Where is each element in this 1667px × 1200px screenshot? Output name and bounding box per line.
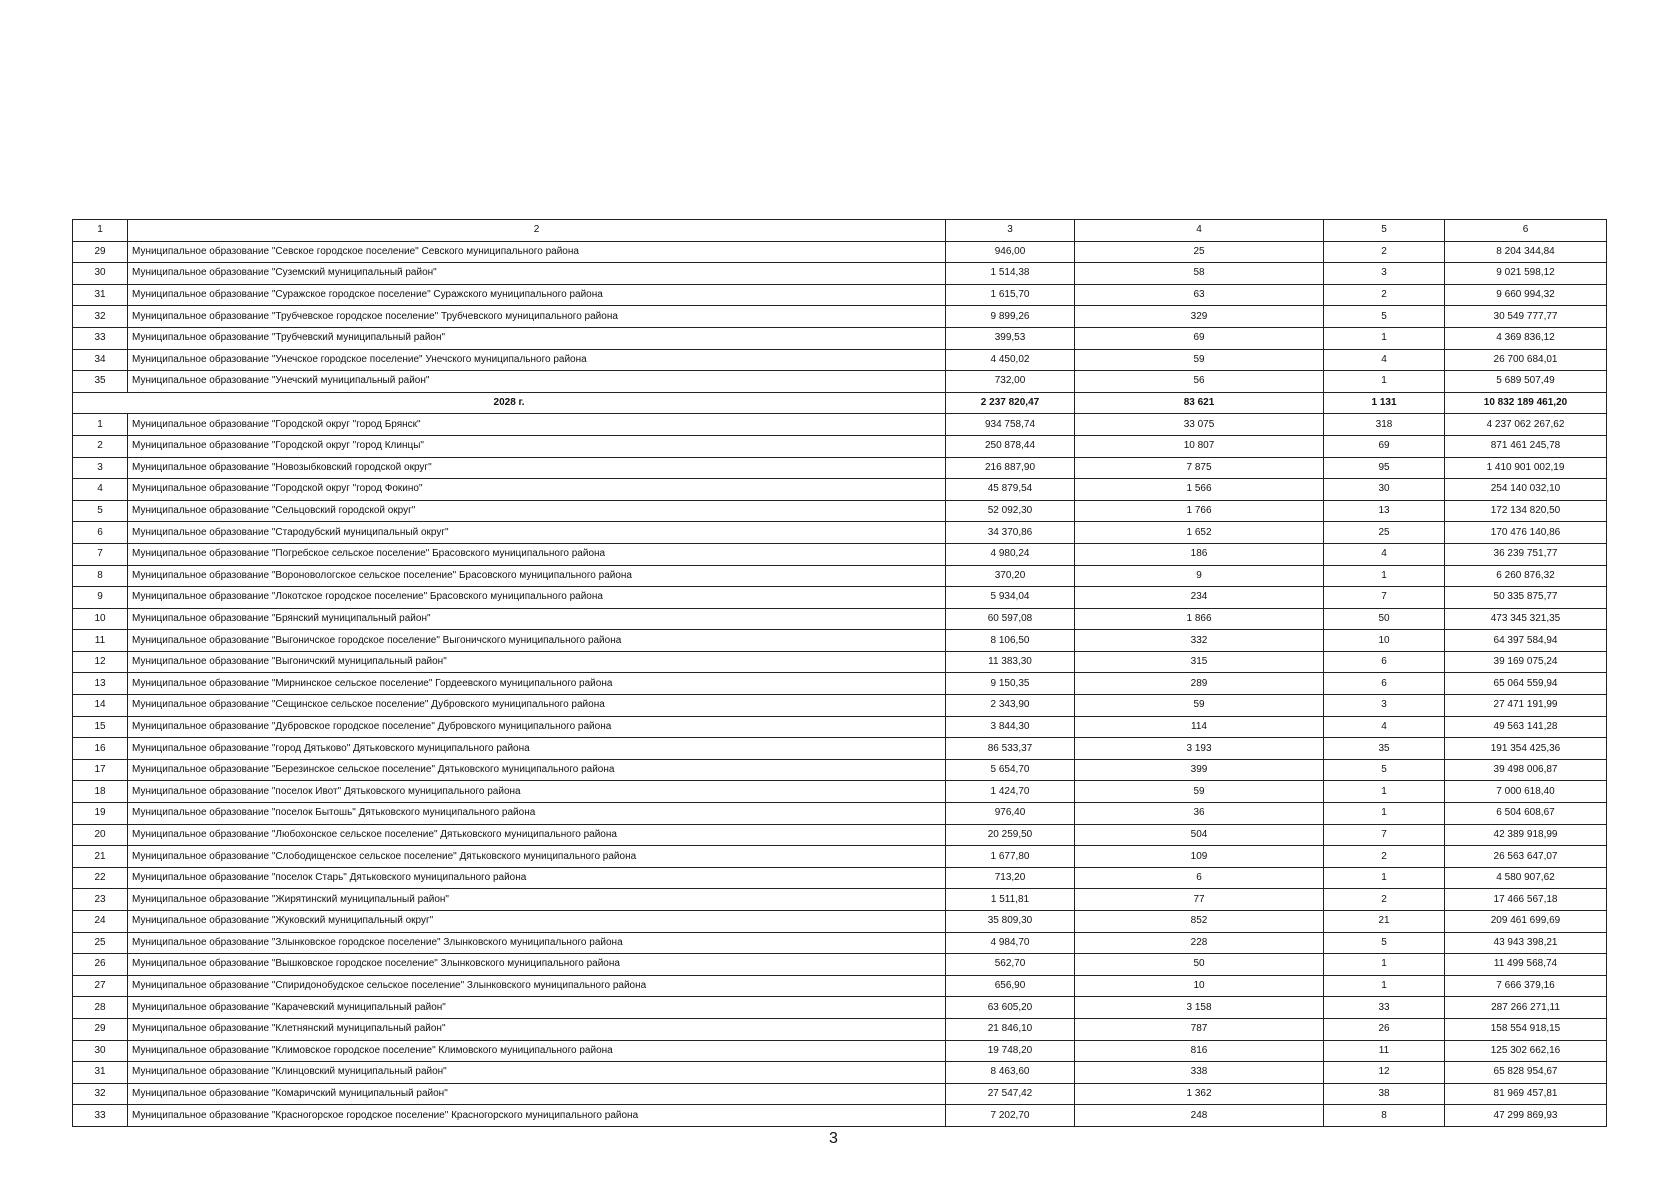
table-row bbox=[73, 695, 1607, 717]
table-row bbox=[73, 651, 1607, 673]
value-col-4-cell: 63 bbox=[1075, 284, 1324, 306]
table-row bbox=[73, 522, 1607, 544]
value-col-4-cell: 1 566 bbox=[1075, 479, 1324, 501]
table-row bbox=[73, 1105, 1607, 1127]
row-number-cell: 31 bbox=[73, 1062, 128, 1084]
value-col-5-cell: 21 bbox=[1324, 911, 1445, 933]
table-body bbox=[73, 220, 1607, 1127]
row-number-cell: 30 bbox=[73, 1040, 128, 1062]
year-label-cell: 2028 г. bbox=[73, 392, 946, 414]
header-col-2: 2 bbox=[128, 220, 946, 242]
row-number-cell: 9 bbox=[73, 587, 128, 609]
table-row bbox=[73, 673, 1607, 695]
value-col-6-cell: 170 476 140,86 bbox=[1445, 522, 1607, 544]
value-col-5-cell: 1 bbox=[1324, 954, 1445, 976]
table-row bbox=[73, 543, 1607, 565]
value-col-6-cell: 209 461 699,69 bbox=[1445, 911, 1607, 933]
value-col-5-cell: 1 bbox=[1324, 803, 1445, 825]
value-col-4-cell: 338 bbox=[1075, 1062, 1324, 1084]
value-col-3-cell: 86 533,37 bbox=[946, 738, 1075, 760]
value-col-4-cell: 7 875 bbox=[1075, 457, 1324, 479]
header-col-6: 6 bbox=[1445, 220, 1607, 242]
value-col-3-cell: 656,90 bbox=[946, 975, 1075, 997]
value-col-6-cell: 11 499 568,74 bbox=[1445, 954, 1607, 976]
value-col-3-cell: 20 259,50 bbox=[946, 824, 1075, 846]
table-row bbox=[73, 306, 1607, 328]
value-col-5-cell: 1 bbox=[1324, 565, 1445, 587]
value-col-4-cell: 114 bbox=[1075, 716, 1324, 738]
row-number-cell: 25 bbox=[73, 932, 128, 954]
value-col-4-cell: 399 bbox=[1075, 759, 1324, 781]
value-col-4-cell: 56 bbox=[1075, 371, 1324, 393]
value-col-6-cell: 8 204 344,84 bbox=[1445, 241, 1607, 263]
row-number-cell: 17 bbox=[73, 759, 128, 781]
row-number-cell: 26 bbox=[73, 954, 128, 976]
value-col-5-cell: 1 bbox=[1324, 867, 1445, 889]
value-col-5-cell: 4 bbox=[1324, 349, 1445, 371]
total-c5-cell: 1 131 bbox=[1324, 392, 1445, 414]
table-row bbox=[73, 975, 1607, 997]
value-col-4-cell: 59 bbox=[1075, 695, 1324, 717]
value-col-5-cell: 69 bbox=[1324, 435, 1445, 457]
row-number-cell: 10 bbox=[73, 608, 128, 630]
value-col-4-cell: 329 bbox=[1075, 306, 1324, 328]
value-col-3-cell: 399,53 bbox=[946, 327, 1075, 349]
value-col-3-cell: 21 846,10 bbox=[946, 1018, 1075, 1040]
value-col-3-cell: 45 879,54 bbox=[946, 479, 1075, 501]
value-col-5-cell: 4 bbox=[1324, 716, 1445, 738]
value-col-5-cell: 6 bbox=[1324, 651, 1445, 673]
value-col-3-cell: 60 597,08 bbox=[946, 608, 1075, 630]
table-row bbox=[73, 716, 1607, 738]
value-col-4-cell: 852 bbox=[1075, 911, 1324, 933]
municipality-name-cell: Муниципальное образование "Севское городское поселение" Севского муниципального района bbox=[128, 241, 946, 263]
value-col-6-cell: 39 169 075,24 bbox=[1445, 651, 1607, 673]
value-col-6-cell: 17 466 567,18 bbox=[1445, 889, 1607, 911]
value-col-5-cell: 26 bbox=[1324, 1018, 1445, 1040]
row-number-cell: 16 bbox=[73, 738, 128, 760]
value-col-3-cell: 934 758,74 bbox=[946, 414, 1075, 436]
value-col-6-cell: 49 563 141,28 bbox=[1445, 716, 1607, 738]
value-col-6-cell: 4 580 907,62 bbox=[1445, 867, 1607, 889]
municipality-name-cell: Муниципальное образование "Красногорское городское поселение" Красногорского муниципального района bbox=[128, 1105, 946, 1127]
value-col-4-cell: 69 bbox=[1075, 327, 1324, 349]
table-row bbox=[73, 479, 1607, 501]
table-row bbox=[73, 759, 1607, 781]
value-col-4-cell: 816 bbox=[1075, 1040, 1324, 1062]
value-col-6-cell: 7 000 618,40 bbox=[1445, 781, 1607, 803]
table-row bbox=[73, 349, 1607, 371]
row-number-cell: 30 bbox=[73, 263, 128, 285]
value-col-6-cell: 9 660 994,32 bbox=[1445, 284, 1607, 306]
table-row bbox=[73, 781, 1607, 803]
row-number-cell: 28 bbox=[73, 997, 128, 1019]
municipality-name-cell: Муниципальное образование "Жирятинский муниципальный район" bbox=[128, 889, 946, 911]
municipality-name-cell: Муниципальное образование "поселок Бытошь" Дятьковского муниципального района bbox=[128, 803, 946, 825]
table-row bbox=[73, 457, 1607, 479]
table-row bbox=[73, 824, 1607, 846]
value-col-3-cell: 562,70 bbox=[946, 954, 1075, 976]
value-col-5-cell: 10 bbox=[1324, 630, 1445, 652]
value-col-5-cell: 35 bbox=[1324, 738, 1445, 760]
value-col-5-cell: 7 bbox=[1324, 824, 1445, 846]
table-row bbox=[73, 414, 1607, 436]
value-col-3-cell: 250 878,44 bbox=[946, 435, 1075, 457]
table-row bbox=[73, 867, 1607, 889]
municipality-name-cell: Муниципальное образование "Унечский муниципальный район" bbox=[128, 371, 946, 393]
table-row bbox=[73, 263, 1607, 285]
value-col-3-cell: 63 605,20 bbox=[946, 997, 1075, 1019]
value-col-6-cell: 6 504 608,67 bbox=[1445, 803, 1607, 825]
row-number-cell: 19 bbox=[73, 803, 128, 825]
row-number-cell: 7 bbox=[73, 543, 128, 565]
value-col-5-cell: 2 bbox=[1324, 284, 1445, 306]
value-col-5-cell: 1 bbox=[1324, 371, 1445, 393]
value-col-4-cell: 1 766 bbox=[1075, 500, 1324, 522]
value-col-3-cell: 732,00 bbox=[946, 371, 1075, 393]
value-col-4-cell: 25 bbox=[1075, 241, 1324, 263]
value-col-3-cell: 1 424,70 bbox=[946, 781, 1075, 803]
value-col-6-cell: 7 666 379,16 bbox=[1445, 975, 1607, 997]
table-row bbox=[73, 889, 1607, 911]
municipality-name-cell: Муниципальное образование "Березинское сельское поселение" Дятьковского муниципального района bbox=[128, 759, 946, 781]
value-col-5-cell: 7 bbox=[1324, 587, 1445, 609]
total-c3-cell: 2 237 820,47 bbox=[946, 392, 1075, 414]
row-number-cell: 29 bbox=[73, 1018, 128, 1040]
value-col-6-cell: 47 299 869,93 bbox=[1445, 1105, 1607, 1127]
table-row bbox=[73, 738, 1607, 760]
table-row bbox=[73, 587, 1607, 609]
municipality-name-cell: Муниципальное образование "Суземский муниципальный район" bbox=[128, 263, 946, 285]
value-col-6-cell: 39 498 006,87 bbox=[1445, 759, 1607, 781]
value-col-6-cell: 4 237 062 267,62 bbox=[1445, 414, 1607, 436]
row-number-cell: 20 bbox=[73, 824, 128, 846]
value-col-5-cell: 11 bbox=[1324, 1040, 1445, 1062]
value-col-4-cell: 3 193 bbox=[1075, 738, 1324, 760]
table-row bbox=[73, 997, 1607, 1019]
value-col-4-cell: 59 bbox=[1075, 349, 1324, 371]
value-col-3-cell: 976,40 bbox=[946, 803, 1075, 825]
header-col-4: 4 bbox=[1075, 220, 1324, 242]
municipality-name-cell: Муниципальное образование "Стародубский муниципальный округ" bbox=[128, 522, 946, 544]
value-col-3-cell: 5 934,04 bbox=[946, 587, 1075, 609]
value-col-3-cell: 52 092,30 bbox=[946, 500, 1075, 522]
municipality-name-cell: Муниципальное образование "город Дятьково" Дятьковского муниципального района bbox=[128, 738, 946, 760]
value-col-4-cell: 6 bbox=[1075, 867, 1324, 889]
value-col-3-cell: 216 887,90 bbox=[946, 457, 1075, 479]
value-col-4-cell: 3 158 bbox=[1075, 997, 1324, 1019]
row-number-cell: 31 bbox=[73, 284, 128, 306]
value-col-6-cell: 4 369 836,12 bbox=[1445, 327, 1607, 349]
value-col-6-cell: 43 943 398,21 bbox=[1445, 932, 1607, 954]
value-col-4-cell: 1 866 bbox=[1075, 608, 1324, 630]
municipality-name-cell: Муниципальное образование "Комаричский муниципальный район" bbox=[128, 1083, 946, 1105]
table-row bbox=[73, 954, 1607, 976]
value-col-3-cell: 1 514,38 bbox=[946, 263, 1075, 285]
row-number-cell: 6 bbox=[73, 522, 128, 544]
table-row bbox=[73, 500, 1607, 522]
value-col-4-cell: 59 bbox=[1075, 781, 1324, 803]
value-col-6-cell: 26 563 647,07 bbox=[1445, 846, 1607, 868]
value-col-6-cell: 81 969 457,81 bbox=[1445, 1083, 1607, 1105]
value-col-5-cell: 5 bbox=[1324, 932, 1445, 954]
municipality-name-cell: Муниципальное образование "Злынковское городское поселение" Злынковского муниципального района bbox=[128, 932, 946, 954]
value-col-5-cell: 30 bbox=[1324, 479, 1445, 501]
table-row bbox=[73, 565, 1607, 587]
value-col-4-cell: 58 bbox=[1075, 263, 1324, 285]
value-col-6-cell: 158 554 918,15 bbox=[1445, 1018, 1607, 1040]
municipality-name-cell: Муниципальное образование "поселок Старь" Дятьковского муниципального района bbox=[128, 867, 946, 889]
value-col-3-cell: 8 106,50 bbox=[946, 630, 1075, 652]
row-number-cell: 14 bbox=[73, 695, 128, 717]
value-col-3-cell: 5 654,70 bbox=[946, 759, 1075, 781]
row-number-cell: 22 bbox=[73, 867, 128, 889]
value-col-6-cell: 27 471 191,99 bbox=[1445, 695, 1607, 717]
header-col-5: 5 bbox=[1324, 220, 1445, 242]
value-col-5-cell: 2 bbox=[1324, 241, 1445, 263]
municipality-name-cell: Муниципальное образование "Спиридонобудское сельское поселение" Злынковского муниципального района bbox=[128, 975, 946, 997]
value-col-4-cell: 77 bbox=[1075, 889, 1324, 911]
municipality-name-cell: Муниципальное образование "Сельцовский городской округ" bbox=[128, 500, 946, 522]
value-col-4-cell: 10 807 bbox=[1075, 435, 1324, 457]
value-col-4-cell: 234 bbox=[1075, 587, 1324, 609]
table-row bbox=[73, 284, 1607, 306]
value-col-6-cell: 30 549 777,77 bbox=[1445, 306, 1607, 328]
value-col-3-cell: 19 748,20 bbox=[946, 1040, 1075, 1062]
row-number-cell: 12 bbox=[73, 651, 128, 673]
municipality-name-cell: Муниципальное образование "Городской округ "город Клинцы" bbox=[128, 435, 946, 457]
table-row bbox=[73, 1040, 1607, 1062]
value-col-6-cell: 9 021 598,12 bbox=[1445, 263, 1607, 285]
value-col-4-cell: 1 362 bbox=[1075, 1083, 1324, 1105]
value-col-4-cell: 109 bbox=[1075, 846, 1324, 868]
row-number-cell: 2 bbox=[73, 435, 128, 457]
value-col-3-cell: 3 844,30 bbox=[946, 716, 1075, 738]
value-col-5-cell: 5 bbox=[1324, 759, 1445, 781]
value-col-5-cell: 2 bbox=[1324, 846, 1445, 868]
header-col-3: 3 bbox=[946, 220, 1075, 242]
value-col-3-cell: 370,20 bbox=[946, 565, 1075, 587]
value-col-3-cell: 34 370,86 bbox=[946, 522, 1075, 544]
value-col-6-cell: 473 345 321,35 bbox=[1445, 608, 1607, 630]
value-col-6-cell: 1 410 901 002,19 bbox=[1445, 457, 1607, 479]
row-number-cell: 35 bbox=[73, 371, 128, 393]
municipality-name-cell: Муниципальное образование "Сещинское сельское поселение" Дубровского муниципального района bbox=[128, 695, 946, 717]
municipality-name-cell: Муниципальное образование "Любохонское сельское поселение" Дятьковского муниципального района bbox=[128, 824, 946, 846]
value-col-6-cell: 254 140 032,10 bbox=[1445, 479, 1607, 501]
value-col-6-cell: 871 461 245,78 bbox=[1445, 435, 1607, 457]
municipality-name-cell: Муниципальное образование "Унечское городское поселение" Унечского муниципального района bbox=[128, 349, 946, 371]
value-col-3-cell: 946,00 bbox=[946, 241, 1075, 263]
municipality-name-cell: Муниципальное образование "Суражское городское поселение" Суражского муниципального района bbox=[128, 284, 946, 306]
value-col-3-cell: 1 511,81 bbox=[946, 889, 1075, 911]
value-col-4-cell: 315 bbox=[1075, 651, 1324, 673]
table-row bbox=[73, 911, 1607, 933]
row-number-cell: 21 bbox=[73, 846, 128, 868]
value-col-6-cell: 6 260 876,32 bbox=[1445, 565, 1607, 587]
value-col-4-cell: 186 bbox=[1075, 543, 1324, 565]
value-col-5-cell: 50 bbox=[1324, 608, 1445, 630]
page-number: 3 bbox=[829, 1130, 838, 1147]
value-col-3-cell: 4 984,70 bbox=[946, 932, 1075, 954]
municipality-name-cell: Муниципальное образование "Трубчевское городское поселение" Трубчевского муниципального района bbox=[128, 306, 946, 328]
row-number-cell: 27 bbox=[73, 975, 128, 997]
column-number-row bbox=[73, 220, 1607, 242]
value-col-5-cell: 95 bbox=[1324, 457, 1445, 479]
value-col-6-cell: 36 239 751,77 bbox=[1445, 543, 1607, 565]
value-col-6-cell: 65 064 559,94 bbox=[1445, 673, 1607, 695]
value-col-6-cell: 50 335 875,77 bbox=[1445, 587, 1607, 609]
table-row bbox=[73, 1062, 1607, 1084]
value-col-3-cell: 27 547,42 bbox=[946, 1083, 1075, 1105]
value-col-3-cell: 2 343,90 bbox=[946, 695, 1075, 717]
value-col-4-cell: 787 bbox=[1075, 1018, 1324, 1040]
year-total-row bbox=[73, 392, 1607, 414]
municipality-name-cell: Муниципальное образование "Клинцовский муниципальный район" bbox=[128, 1062, 946, 1084]
table-row bbox=[73, 435, 1607, 457]
value-col-4-cell: 33 075 bbox=[1075, 414, 1324, 436]
value-col-5-cell: 8 bbox=[1324, 1105, 1445, 1127]
value-col-5-cell: 33 bbox=[1324, 997, 1445, 1019]
document-table-container bbox=[72, 219, 1606, 1127]
table-row bbox=[73, 630, 1607, 652]
header-col-1: 1 bbox=[73, 220, 128, 242]
row-number-cell: 33 bbox=[73, 327, 128, 349]
value-col-4-cell: 332 bbox=[1075, 630, 1324, 652]
value-col-5-cell: 6 bbox=[1324, 673, 1445, 695]
row-number-cell: 18 bbox=[73, 781, 128, 803]
municipality-name-cell: Муниципальное образование "Дубровское городское поселение" Дубровского муниципального района bbox=[128, 716, 946, 738]
row-number-cell: 4 bbox=[73, 479, 128, 501]
value-col-5-cell: 3 bbox=[1324, 263, 1445, 285]
municipality-name-cell: Муниципальное образование "Погребское сельское поселение" Брасовского муниципального района bbox=[128, 543, 946, 565]
data-table bbox=[72, 219, 1607, 1127]
row-number-cell: 32 bbox=[73, 306, 128, 328]
municipality-name-cell: Муниципальное образование "Карачевский муниципальный район" bbox=[128, 997, 946, 1019]
row-number-cell: 3 bbox=[73, 457, 128, 479]
municipality-name-cell: Муниципальное образование "Городской округ "город Фокино" bbox=[128, 479, 946, 501]
value-col-5-cell: 1 bbox=[1324, 781, 1445, 803]
municipality-name-cell: Муниципальное образование "Новозыбковский городской округ" bbox=[128, 457, 946, 479]
value-col-5-cell: 1 bbox=[1324, 327, 1445, 349]
municipality-name-cell: Муниципальное образование "Клетнянский муниципальный район" bbox=[128, 1018, 946, 1040]
value-col-4-cell: 36 bbox=[1075, 803, 1324, 825]
municipality-name-cell: Муниципальное образование "Вышковское городское поселение" Злынковского муниципального района bbox=[128, 954, 946, 976]
value-col-6-cell: 5 689 507,49 bbox=[1445, 371, 1607, 393]
value-col-3-cell: 1 615,70 bbox=[946, 284, 1075, 306]
value-col-3-cell: 9 150,35 bbox=[946, 673, 1075, 695]
municipality-name-cell: Муниципальное образование "Вороновологское сельское поселение" Брасовского муниципального района bbox=[128, 565, 946, 587]
total-c6-cell: 10 832 189 461,20 bbox=[1445, 392, 1607, 414]
value-col-6-cell: 125 302 662,16 bbox=[1445, 1040, 1607, 1062]
value-col-5-cell: 25 bbox=[1324, 522, 1445, 544]
municipality-name-cell: Муниципальное образование "Выгоничский муниципальный район" bbox=[128, 651, 946, 673]
value-col-3-cell: 7 202,70 bbox=[946, 1105, 1075, 1127]
value-col-5-cell: 12 bbox=[1324, 1062, 1445, 1084]
table-row bbox=[73, 327, 1607, 349]
row-number-cell: 13 bbox=[73, 673, 128, 695]
value-col-3-cell: 4 450,02 bbox=[946, 349, 1075, 371]
table-row bbox=[73, 371, 1607, 393]
value-col-4-cell: 248 bbox=[1075, 1105, 1324, 1127]
value-col-4-cell: 10 bbox=[1075, 975, 1324, 997]
value-col-4-cell: 289 bbox=[1075, 673, 1324, 695]
value-col-5-cell: 4 bbox=[1324, 543, 1445, 565]
value-col-4-cell: 1 652 bbox=[1075, 522, 1324, 544]
value-col-3-cell: 9 899,26 bbox=[946, 306, 1075, 328]
table-row bbox=[73, 1018, 1607, 1040]
value-col-3-cell: 11 383,30 bbox=[946, 651, 1075, 673]
row-number-cell: 8 bbox=[73, 565, 128, 587]
municipality-name-cell: Муниципальное образование "Выгоничское городское поселение" Выгоничского муниципального района bbox=[128, 630, 946, 652]
value-col-6-cell: 64 397 584,94 bbox=[1445, 630, 1607, 652]
value-col-4-cell: 50 bbox=[1075, 954, 1324, 976]
value-col-6-cell: 191 354 425,36 bbox=[1445, 738, 1607, 760]
value-col-6-cell: 26 700 684,01 bbox=[1445, 349, 1607, 371]
table-row bbox=[73, 608, 1607, 630]
value-col-4-cell: 9 bbox=[1075, 565, 1324, 587]
value-col-5-cell: 2 bbox=[1324, 889, 1445, 911]
municipality-name-cell: Муниципальное образование "Мирнинское сельское поселение" Гордеевского муниципального района bbox=[128, 673, 946, 695]
value-col-5-cell: 5 bbox=[1324, 306, 1445, 328]
municipality-name-cell: Муниципальное образование "Городской округ "город Брянск" bbox=[128, 414, 946, 436]
table-row bbox=[73, 1083, 1607, 1105]
value-col-5-cell: 1 bbox=[1324, 975, 1445, 997]
row-number-cell: 11 bbox=[73, 630, 128, 652]
table-row bbox=[73, 803, 1607, 825]
row-number-cell: 32 bbox=[73, 1083, 128, 1105]
row-number-cell: 5 bbox=[73, 500, 128, 522]
value-col-5-cell: 13 bbox=[1324, 500, 1445, 522]
value-col-5-cell: 38 bbox=[1324, 1083, 1445, 1105]
table-row bbox=[73, 932, 1607, 954]
value-col-4-cell: 228 bbox=[1075, 932, 1324, 954]
value-col-6-cell: 172 134 820,50 bbox=[1445, 500, 1607, 522]
value-col-6-cell: 287 266 271,11 bbox=[1445, 997, 1607, 1019]
value-col-3-cell: 713,20 bbox=[946, 867, 1075, 889]
table-row bbox=[73, 241, 1607, 263]
row-number-cell: 33 bbox=[73, 1105, 128, 1127]
municipality-name-cell: Муниципальное образование "Климовское городское поселение" Климовского муниципального района bbox=[128, 1040, 946, 1062]
row-number-cell: 1 bbox=[73, 414, 128, 436]
municipality-name-cell: Муниципальное образование "поселок Ивот" Дятьковского муниципального района bbox=[128, 781, 946, 803]
row-number-cell: 23 bbox=[73, 889, 128, 911]
value-col-3-cell: 1 677,80 bbox=[946, 846, 1075, 868]
municipality-name-cell: Муниципальное образование "Слободищенское сельское поселение" Дятьковского муниципального района bbox=[128, 846, 946, 868]
table-row bbox=[73, 846, 1607, 868]
value-col-5-cell: 318 bbox=[1324, 414, 1445, 436]
value-col-6-cell: 42 389 918,99 bbox=[1445, 824, 1607, 846]
municipality-name-cell: Муниципальное образование "Жуковский муниципальный округ" bbox=[128, 911, 946, 933]
value-col-6-cell: 65 828 954,67 bbox=[1445, 1062, 1607, 1084]
row-number-cell: 29 bbox=[73, 241, 128, 263]
row-number-cell: 15 bbox=[73, 716, 128, 738]
total-c4-cell: 83 621 bbox=[1075, 392, 1324, 414]
value-col-4-cell: 504 bbox=[1075, 824, 1324, 846]
value-col-3-cell: 35 809,30 bbox=[946, 911, 1075, 933]
municipality-name-cell: Муниципальное образование "Трубчевский муниципальный район" bbox=[128, 327, 946, 349]
municipality-name-cell: Муниципальное образование "Брянский муниципальный район" bbox=[128, 608, 946, 630]
value-col-5-cell: 3 bbox=[1324, 695, 1445, 717]
value-col-3-cell: 4 980,24 bbox=[946, 543, 1075, 565]
value-col-3-cell: 8 463,60 bbox=[946, 1062, 1075, 1084]
row-number-cell: 34 bbox=[73, 349, 128, 371]
row-number-cell: 24 bbox=[73, 911, 128, 933]
municipality-name-cell: Муниципальное образование "Локотское городское поселение" Брасовского муниципального района bbox=[128, 587, 946, 609]
